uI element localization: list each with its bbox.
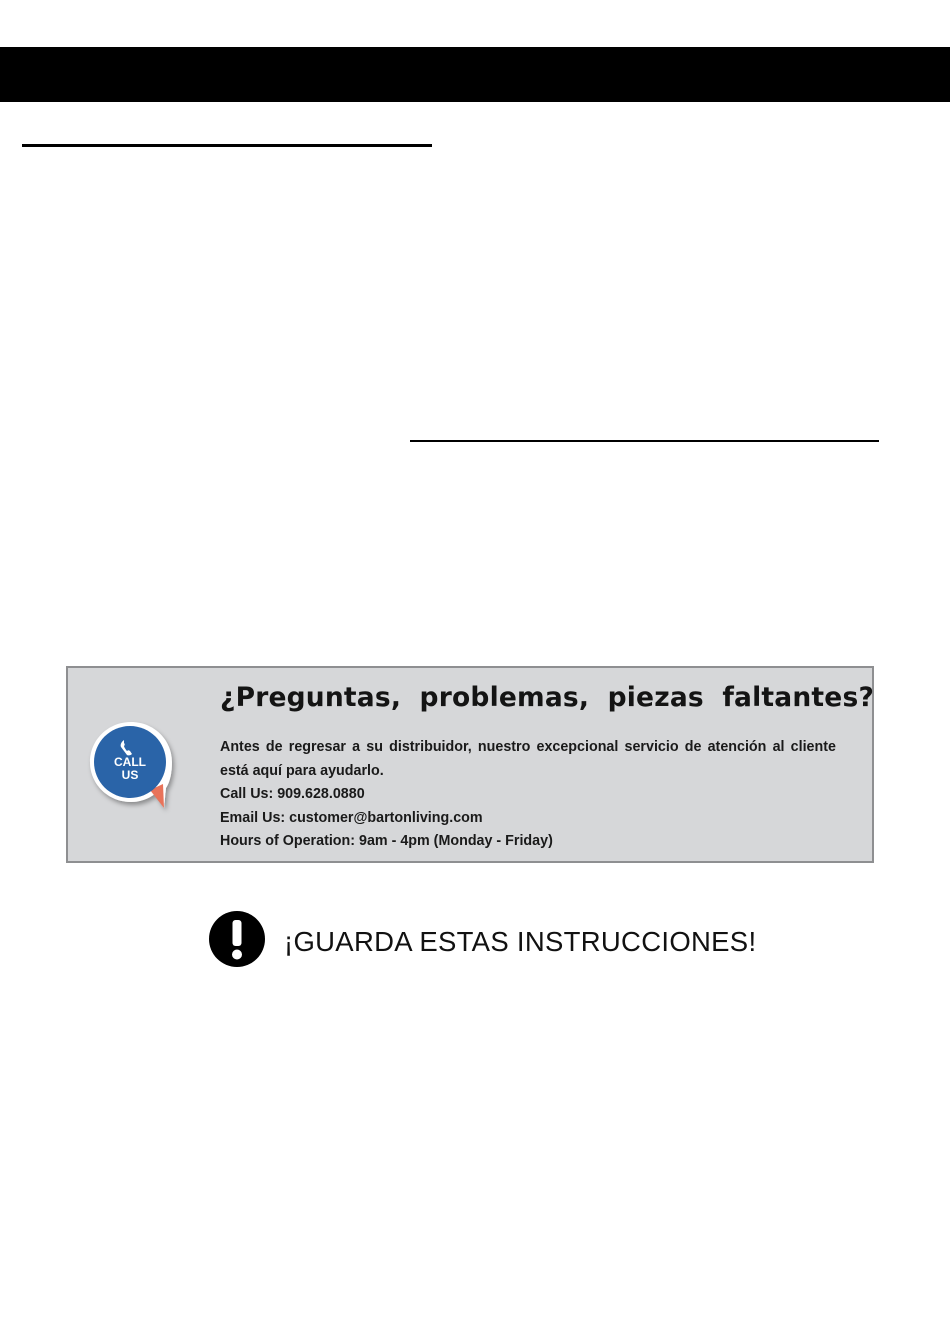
support-title: ¿Preguntas, problemas, piezas faltantes? [220, 682, 875, 713]
section-rule [22, 144, 432, 147]
badge-text-call: CALL [114, 755, 146, 769]
call-us-icon [84, 716, 194, 816]
support-hours: Hours of Operation: 9am - 4pm (Monday - Friday) [220, 833, 553, 850]
support-phone: Call Us: 909.628.0880 [220, 786, 365, 803]
badge-text-us: US [121, 768, 139, 782]
header-bar [0, 47, 950, 102]
support-intro-line: Antes de regresar a su distribuidor, nuestro excepcional servicio de atención al cliente [220, 739, 836, 755]
exclamation-circle-icon [208, 910, 266, 968]
support-box [66, 666, 874, 863]
section-rule [410, 440, 879, 442]
save-instructions-notice [208, 910, 768, 970]
save-instructions-text: ¡GUARDA ESTAS INSTRUCCIONES! [284, 926, 757, 957]
support-email: Email Us: customer@bartonliving.com [220, 809, 483, 826]
support-intro-line: está aquí para ayudarlo. [220, 762, 384, 779]
support-details [220, 736, 860, 854]
